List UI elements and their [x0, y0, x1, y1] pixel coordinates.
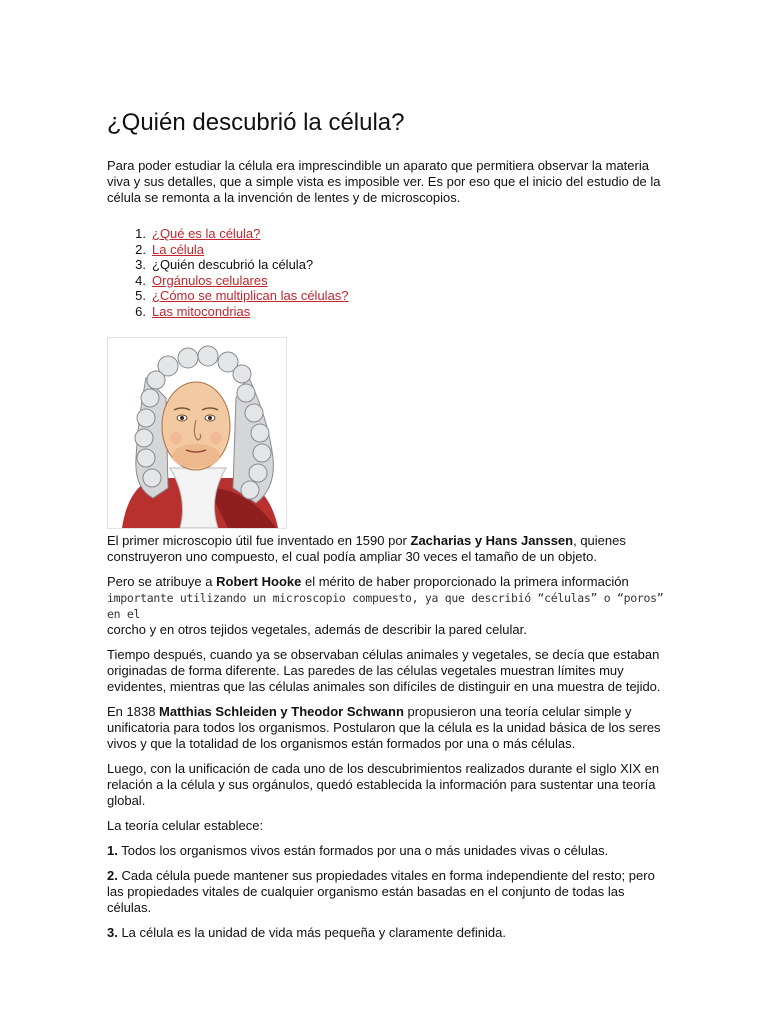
- toc-number: 2.: [135, 241, 146, 257]
- article: [107, 108, 667, 950]
- paragraph-theory-intro: La teoría celular establece:: [107, 818, 264, 833]
- toc-current-label: ¿Quién descubrió la célula?: [152, 257, 314, 272]
- page-title: ¿Quién descubrió la célula?: [107, 109, 405, 136]
- toc-item[interactable]: [107, 288, 667, 304]
- toc-number: 3.: [135, 257, 146, 272]
- toc-item[interactable]: [107, 304, 667, 320]
- principle-2: 2. Cada célula puede mantener sus propiedades vitales en forma independiente del resto; pero las propiedades vitales de cualquier organismo están basadas en el conjunto de todas las células.: [107, 868, 655, 915]
- toc-number: 5.: [135, 288, 146, 303]
- toc-item[interactable]: [107, 242, 667, 258]
- toc-link-multiplican[interactable]: ¿Cómo se multiplican las células?: [152, 288, 349, 303]
- paragraph-unification: Luego, con la unificación de cada uno de los descubrimientos realizados durante el siglo XIX en relación a la célula y sus orgánulos, quedó establecida la información para sustentar una teoría global.: [107, 761, 660, 808]
- paragraph-janssen: El primer microscopio útil fue inventado en 1590 por Zacharias y Hans Janssen, quienes construyeron uno compuesto, el cual podía ampliar 30 veces el tamaño de un objeto.: [107, 533, 626, 564]
- intro-paragraph: Para poder estudiar la célula era imprescindible un aparato que permitiera observar la materia viva y sus detalles, que a simple vista es imposible ver. Es por eso que el inicio del estudio de la célula se remonta a la invención de lentes y de microscopios.: [107, 158, 661, 205]
- toc-item-current: [107, 257, 667, 273]
- toc-item[interactable]: [107, 273, 667, 289]
- principle-1: 1. Todos los organismos vivos están formados por una o más unidades vivas o células.: [107, 843, 609, 858]
- paragraph-schleiden-schwann: En 1838 Matthias Schleiden y Theodor Schwann propusieron una teoría celular simple y unificatoria para todos los organismos. Postularon que la célula es la unidad básica de los seres vivos y que la totalidad de los organismos están formados por una o más células.: [107, 704, 661, 751]
- toc-link-que-es-la-celula[interactable]: ¿Qué es la célula?: [152, 226, 261, 241]
- robert-hooke-portrait-icon: [107, 337, 287, 529]
- toc-number: 1.: [135, 226, 146, 241]
- table-of-contents: [107, 226, 667, 319]
- toc-link-mitocondrias[interactable]: Las mitocondrias: [152, 303, 251, 319]
- principle-3: 3. La célula es la unidad de vida más pequeña y claramente definida.: [107, 925, 506, 940]
- toc-number: 4.: [135, 272, 146, 288]
- paragraph-cell-types: Tiempo después, cuando ya se observaban células animales y vegetales, se decía que estaban originadas de forma diferente. Las paredes de las células vegetales muestran límites muy evidentes, mientras que las células animales son difíciles de distinguir en una muestra de tejido.: [107, 647, 661, 694]
- toc-number: 6.: [135, 303, 146, 319]
- toc-item[interactable]: [107, 226, 667, 242]
- paragraph-hooke: Pero se atribuye a Robert Hooke el mérito de haber proporcionado la primera información importante utilizando un microscopio compuesto, ya que describió “células” o “poros” en el corcho y en otros tejidos vegetales, además de describir la pared celular.: [107, 574, 664, 637]
- toc-link-la-celula[interactable]: La célula: [152, 241, 205, 257]
- toc-link-organulos[interactable]: Orgánulos celulares: [152, 272, 268, 288]
